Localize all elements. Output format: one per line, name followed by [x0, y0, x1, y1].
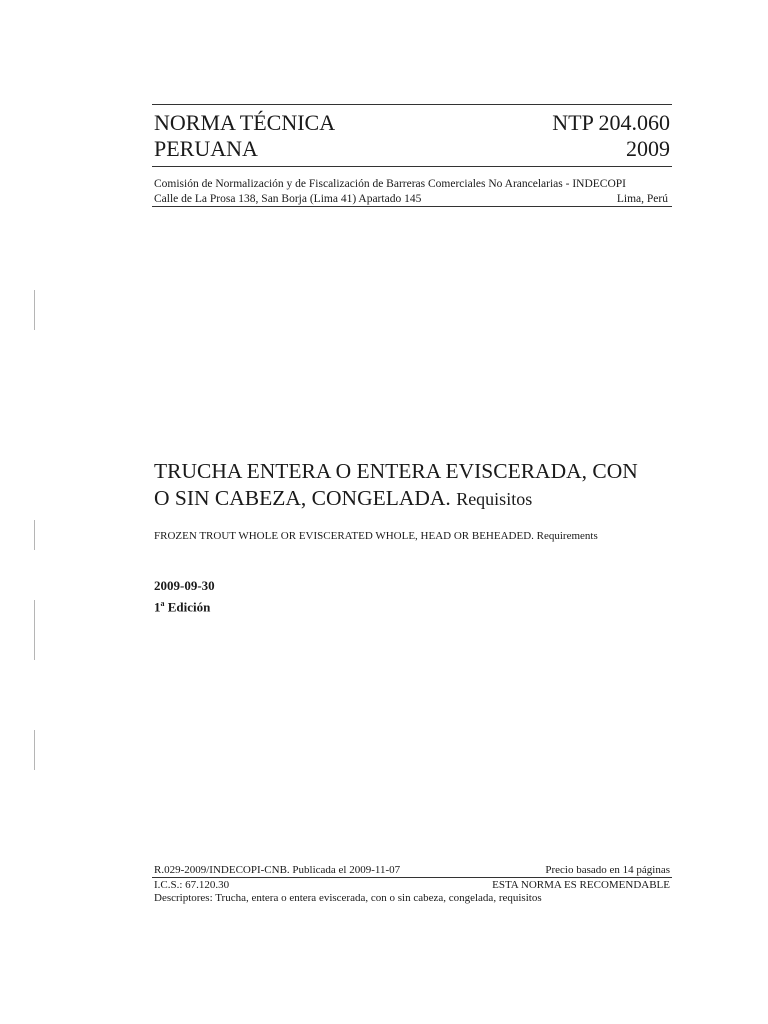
english-title: FROZEN TROUT WHOLE OR EVISCERATED WHOLE, HEAD OR BEHEADED. Requirements	[154, 530, 598, 542]
document-title-line1: TRUCHA ENTERA O ENTERA EVISCERADA, CON	[154, 459, 638, 483]
edition-number: 1	[154, 599, 161, 615]
header-top-rule	[152, 104, 672, 105]
header-bottom-rule	[152, 206, 672, 207]
standard-year: 2009	[626, 136, 670, 161]
scan-edge-marks	[34, 730, 35, 770]
document-title-main: O SIN CABEZA, CONGELADA.	[154, 486, 451, 510]
standard-type-line1: NORMA TÉCNICA	[154, 110, 336, 135]
commission-text: Comisión de Normalización y de Fiscalización de Barreras Comerciales No Arancelarias - INDECOPI	[154, 178, 626, 190]
address-text: Calle de La Prosa 138, San Borja (Lima 41) Apartado 145	[154, 193, 422, 205]
document-title-suffix: Requisitos	[456, 489, 533, 509]
resolution-text: R.029-2009/INDECOPI-CNB. Publicada el 2009-11-07	[154, 864, 401, 876]
ics-text: I.C.S.: 67.120.30	[154, 879, 230, 891]
scan-edge-marks	[34, 600, 35, 660]
edition	[154, 595, 210, 615]
header-mid-rule	[152, 166, 672, 167]
scan-edge-marks	[34, 520, 35, 550]
price-text: Precio basado en 14 páginas	[545, 864, 670, 876]
standard-code: NTP 204.060	[552, 110, 670, 135]
footer-rule	[152, 877, 672, 878]
standard-type-line2: PERUANA	[154, 136, 258, 161]
scan-edge-marks	[34, 290, 35, 330]
edition-word: Edición	[167, 599, 211, 615]
edition-superscript: a	[160, 599, 165, 608]
document-title-line2	[154, 485, 532, 513]
approval-date: 2009-09-30	[154, 578, 215, 593]
descriptors-text: Descriptores: Trucha, entera o entera eviscerada, con o sin cabeza, congelada, requisitos	[154, 892, 542, 904]
recommendation-text: ESTA NORMA ES RECOMENDABLE	[492, 879, 670, 891]
city-text: Lima, Perú	[616, 193, 668, 205]
